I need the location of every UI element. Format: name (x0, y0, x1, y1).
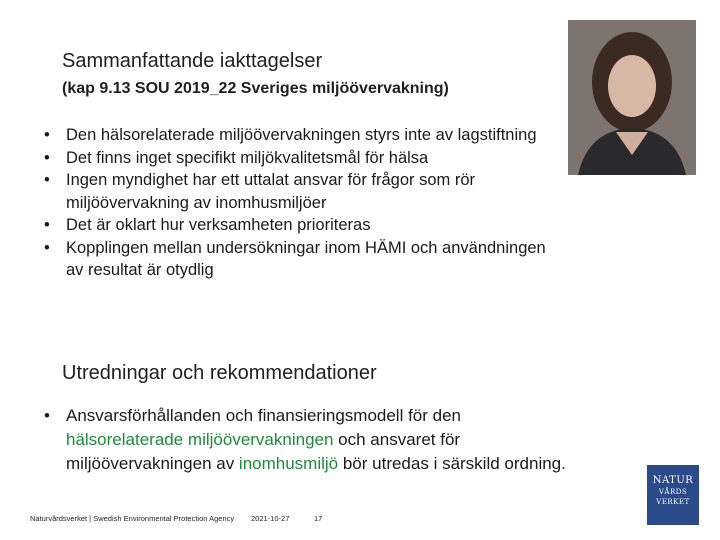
footer-org: Naturvårdsverket | Swedish Environmental Protection Agency (30, 514, 235, 523)
list-item: • Det är oklart hur verksamheten prioriteras (42, 214, 567, 237)
list-item: • Den hälsorelaterade miljöövervakningen styrs inte av lagstiftning (42, 124, 567, 147)
footer-date: 2021-10-27 (251, 514, 290, 523)
recommendations-heading: Utredningar och rekommendationer (62, 362, 377, 384)
observations-list (42, 124, 567, 282)
rec-text: Ansvarsförhållanden och finansieringsmodell för den (66, 406, 462, 425)
slide-title: Sammanfattande iakttagelser (62, 50, 323, 72)
rec-highlight: hälsorelaterade miljöövervakningen (66, 430, 334, 449)
rec-text: bör utredas i särskild ordning. (338, 454, 566, 473)
list-item: • Ingen myndighet har ett uttalat ansvar för frågor som rör miljöövervakning av inomhusmiljöer (42, 169, 567, 214)
footer-page-number: 17 (314, 514, 323, 523)
slide-subtitle: (kap 9.13 SOU 2019_22 Sveriges miljöövervakning) (62, 80, 449, 97)
rec-highlight: inomhusmiljö (238, 454, 339, 473)
portrait-photo (568, 20, 696, 175)
list-item: • Kopplingen mellan undersökningar inom HÄMI och användningen av resultat är otydlig (42, 237, 567, 282)
naturvardsverket-logo (647, 465, 699, 525)
rec-text: och ansvaret för miljöövervakningen av (66, 430, 461, 473)
list-item (42, 404, 582, 476)
logo-line: NATUR (652, 475, 694, 486)
list-item: • Det finns inget specifikt miljökvalitetsmål för hälsa (42, 147, 567, 170)
recommendations-list (42, 404, 582, 476)
logo-line: VERKET (656, 498, 690, 506)
logo-line: VÅRDS (658, 488, 688, 496)
